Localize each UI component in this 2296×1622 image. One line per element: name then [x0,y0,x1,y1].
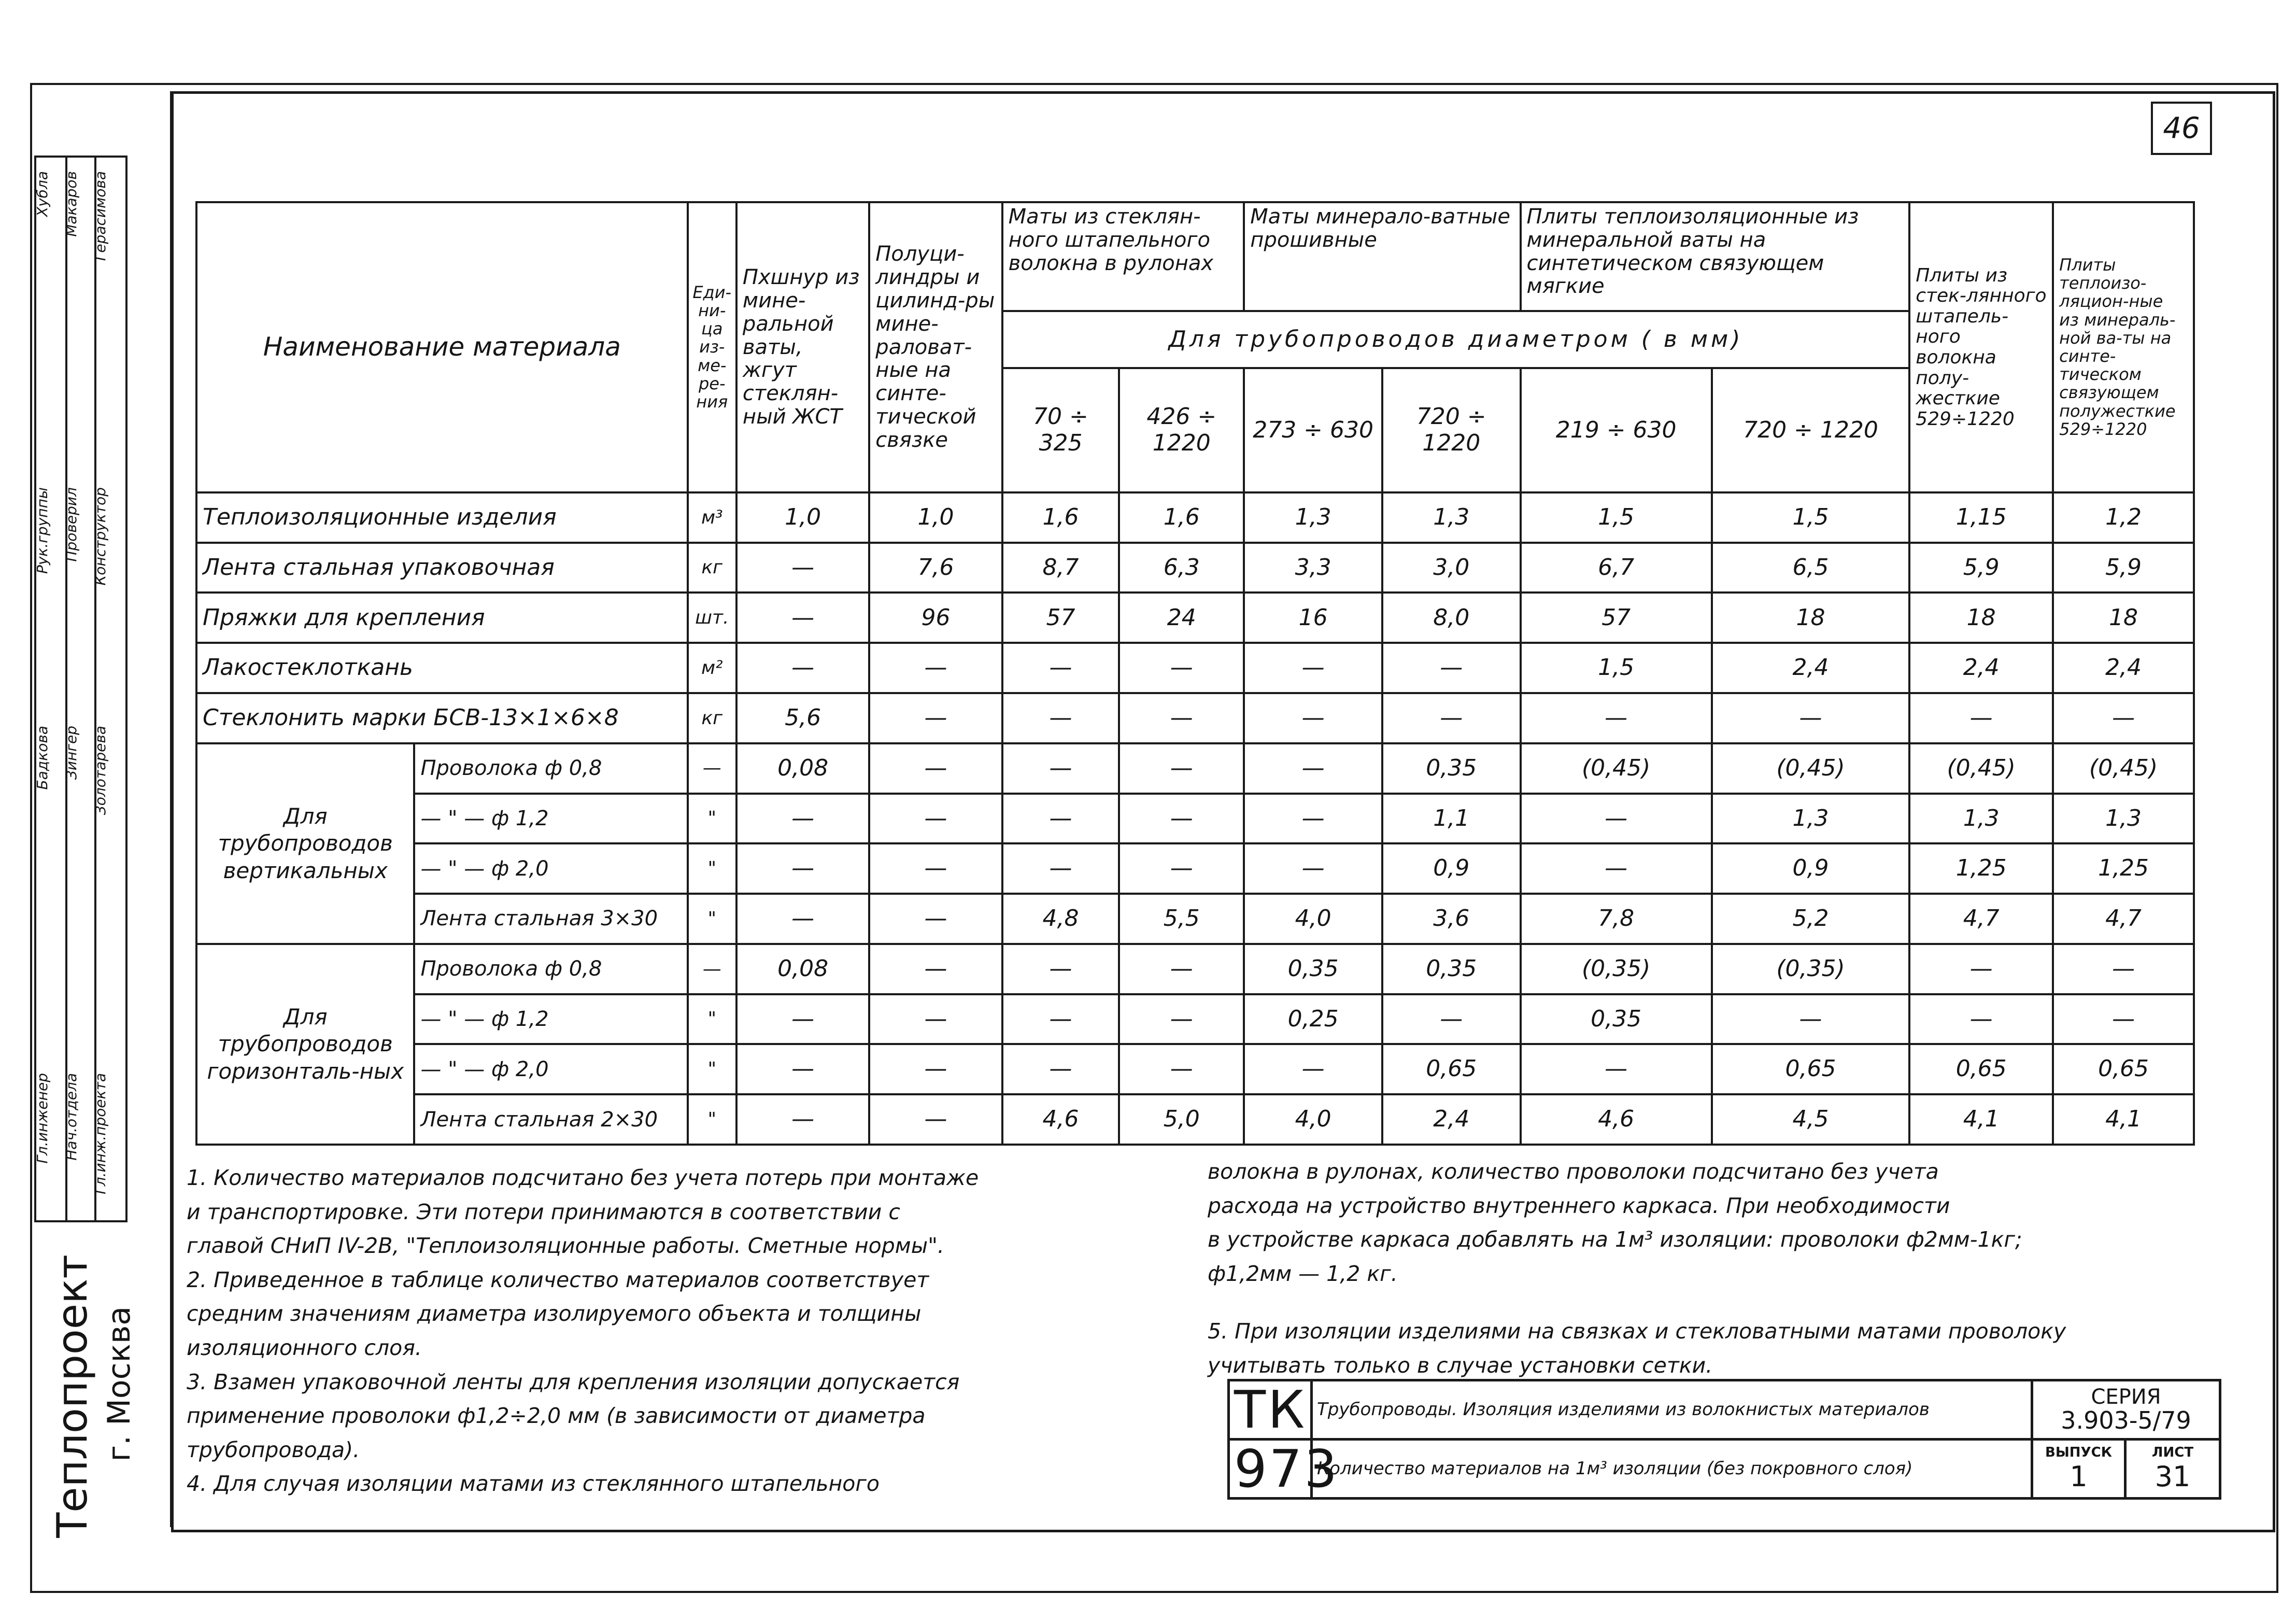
diameter-4: 720 ÷ 1220 [1382,368,1521,492]
note-line: трубопровода). [187,1437,360,1462]
cell-value: — [1002,743,1119,794]
cell-value: — [1909,944,2053,994]
page-number: 46 [2163,111,2200,145]
sidebar-role: Нач.отдела [63,1073,80,1161]
stamp-issue: 1 [2070,1460,2088,1493]
row-name: — " — ф 1,2 [414,994,687,1045]
header-heat-plates: Плиты теплоизо-ляцион-ные из минераль-ной ва-ты на синте-тическом связующем полужесткие 529÷1220 [2053,202,2194,492]
note-line: в устройстве каркаса добавлять на 1м³ изоляции: проволоки ф2мм-1кг; [1208,1227,2022,1252]
cell-value: 1,5 [1712,492,1910,543]
header-cylinders: Полуци-линдры и цилинд-ры мине-раловат-ные на синте-тической связке [869,202,1002,492]
note-line: расхода на устройство внутреннего каркаса. При необходимости [1208,1193,1950,1218]
note-line: средним значениям диаметра изолируемого объекта и толщины [187,1301,922,1327]
sidebar-role: Конструктор [92,487,109,586]
cell-value: 16 [1244,593,1382,643]
row-name: — " — ф 2,0 [414,1044,687,1094]
cell-value: — [1244,843,1382,894]
cell-value: — [869,794,1002,844]
org-name: Теплопроект [48,1254,96,1538]
table-row [196,743,2194,794]
header-unit: Еди-ни-ца из-ме-ре-ния [688,202,736,492]
cell-value: 0,35 [1382,743,1521,794]
cell-value: 2,4 [1712,643,1910,693]
cell-value: (0,35) [1712,944,1910,994]
cell-value: — [1119,843,1244,894]
row-name: Пряжки для крепления [196,593,688,643]
cell-value: — [1119,693,1244,743]
row-name: Лента стальная 3×30 [414,894,687,944]
table-row [196,994,2194,1045]
cell-value: 1,1 [1382,794,1521,844]
cell-value: 5,9 [1909,543,2053,593]
row-unit: " [688,1094,736,1145]
cell-value: — [1909,693,2053,743]
table-row [196,1044,2194,1094]
cell-value: 3,6 [1382,894,1521,944]
header-mats-glass: Маты из стеклян-ного штапельного волокна в рулонах [1002,202,1244,311]
cell-value: — [1002,944,1119,994]
cell-value: 5,9 [2053,543,2194,593]
notes-left [187,1161,1202,1501]
cell-value: — [1002,994,1119,1045]
stamp-title: Трубопроводы. Изоляция изделиями из волокнистых материалов [1312,1380,2032,1440]
row-name: Лента стальная упаковочная [196,543,688,593]
cell-value: 1,25 [1909,843,2053,894]
header-glass-plates: Плиты из стек-лянного штапель-ного волокна полу-жесткие 529÷1220 [1909,202,2053,492]
cell-value: 5,0 [1119,1094,1244,1145]
row-unit: кг [688,543,736,593]
cell-value: 0,65 [1712,1044,1910,1094]
cell-value: 6,7 [1521,543,1712,593]
table-row [196,1094,2194,1145]
cell-value: — [869,643,1002,693]
cell-value: 2,4 [1382,1094,1521,1145]
stamp-issue-label: ВЫПУСК [2045,1445,2112,1460]
cell-value: — [736,894,869,944]
row-unit: м³ [688,492,736,543]
cell-value: — [869,743,1002,794]
header-name: Наименование материала [196,202,688,492]
cell-value: — [2053,994,2194,1045]
cell-value: 0,65 [1909,1044,2053,1094]
cell-value: 7,6 [869,543,1002,593]
cell-value: 3,0 [1382,543,1521,593]
cell-value: 8,0 [1382,593,1521,643]
row-unit: м² [688,643,736,693]
cell-value: (0,45) [1712,743,1910,794]
cell-value: — [1002,843,1119,894]
cell-value: — [736,593,869,643]
materials-table [195,201,2195,1146]
row-unit: " [688,794,736,844]
row-unit: " [688,1044,736,1094]
header-diameter: Для трубопроводов диаметром ( в мм) [1002,311,1910,368]
cell-value: 4,1 [2053,1094,2194,1145]
header-cord: Пхшнур из мине-ральной ваты, жгут стеклян-ный ЖСТ [736,202,869,492]
cell-value: 57 [1521,593,1712,643]
table-row [196,944,2194,994]
cell-value: — [869,894,1002,944]
row-unit: кг [688,693,736,743]
sidebar-role: Проверил [63,487,80,562]
cell-value: 0,25 [1244,994,1382,1045]
cell-value: 0,9 [1382,843,1521,894]
row-unit: — [688,743,736,794]
cell-value: (0,45) [1521,743,1712,794]
cell-value: 0,08 [736,743,869,794]
table-row [196,794,2194,844]
cell-value: 1,3 [1244,492,1382,543]
sidebar-name: Бадкова [34,726,51,790]
cell-value: 18 [2053,593,2194,643]
cell-value: — [1119,1044,1244,1094]
note-line: 1. Количество материалов подсчитано без учета потерь при монтаже [187,1165,979,1190]
cell-value: — [1119,743,1244,794]
cell-value: — [1119,944,1244,994]
sidebar-name: Хубла [34,171,51,217]
cell-value: 1,6 [1002,492,1119,543]
cell-value: 1,2 [2053,492,2194,543]
cell-value: — [736,794,869,844]
cell-value: — [1119,643,1244,693]
cell-value: — [869,843,1002,894]
stamp-subtitle: Количество материалов на 1м³ изоляции (без покровного слоя) [1312,1440,2032,1499]
table-row [196,492,2194,543]
cell-value: — [869,994,1002,1045]
cell-value: 18 [1712,593,1910,643]
cell-value: (0,45) [2053,743,2194,794]
table-row [196,843,2194,894]
cell-value: 1,5 [1521,643,1712,693]
cell-value: — [1002,1044,1119,1094]
cell-value: — [1521,794,1712,844]
cell-value: — [1119,994,1244,1045]
cell-value: 1,0 [736,492,869,543]
cell-value: 4,0 [1244,894,1382,944]
cell-value: 3,3 [1244,543,1382,593]
cell-value: (0,45) [1909,743,2053,794]
note-line: 2. Приведенное в таблице количество материалов соответствует [187,1267,929,1292]
row-unit: — [688,944,736,994]
cell-value: — [1002,643,1119,693]
cell-value: (0,35) [1521,944,1712,994]
note-line: учитывать только в случае установки сетки. [1208,1352,1713,1378]
cell-value: 24 [1119,593,1244,643]
cell-value: — [736,543,869,593]
note-line: применение проволоки ф1,2÷2,0 мм (в зависимости от диаметра [187,1403,926,1429]
cell-value: 8,7 [1002,543,1119,593]
cell-value: 5,2 [1712,894,1910,944]
table-row [196,593,2194,643]
table-row [196,543,2194,593]
note-line: ф1,2мм — 1,2 кг. [1208,1261,1398,1286]
page-number-box [2151,102,2212,155]
cell-value: — [1244,743,1382,794]
title-stamp [1227,1379,2221,1500]
sidebar-role: Рук.группы [34,487,51,574]
cell-value: 18 [1909,593,2053,643]
sidebar-name: Герасимова [92,171,109,261]
row-name: — " — ф 1,2 [414,794,687,844]
cell-value: — [1712,693,1910,743]
diameter-5: 219 ÷ 630 [1521,368,1712,492]
note-line: 3. Взамен упаковочной ленты для крепления изоляции допускается [187,1369,960,1394]
note-line: главой СНиП IV-2В, "Теплоизоляционные работы. Сметные нормы". [187,1233,944,1259]
row-name: Стеклонить марки БСВ-13×1×6×8 [196,693,688,743]
cell-value: 0,9 [1712,843,1910,894]
cell-value: 0,35 [1521,994,1712,1045]
cell-value: — [1244,1044,1382,1094]
table-row [196,643,2194,693]
cell-value: — [869,1044,1002,1094]
row-unit: " [688,994,736,1045]
cell-value: — [1382,643,1521,693]
cell-value: — [2053,944,2194,994]
sidebar-name: Макаров [63,171,80,237]
cell-value: 4,6 [1002,1094,1119,1145]
diameter-3: 273 ÷ 630 [1244,368,1382,492]
sidebar-name: Золотарева [92,726,109,815]
cell-value: — [869,1094,1002,1145]
cell-value: — [1521,693,1712,743]
cell-value: — [869,693,1002,743]
stamp-code-top: ТК [1229,1380,1312,1440]
org-city: г. Москва [101,1306,137,1462]
note-line: волокна в рулонах, количество проволоки подсчитано без учета [1208,1159,1939,1184]
cell-value: 1,3 [2053,794,2194,844]
note-line: изоляционного слоя. [187,1335,422,1360]
stamp-sheet-label: ЛИСТ [2151,1445,2194,1460]
cell-value: — [1712,994,1910,1045]
cell-value: 1,3 [1909,794,2053,844]
cell-value: 57 [1002,593,1119,643]
row-name: Лента стальная 2×30 [414,1094,687,1145]
group-label: Для трубопроводов горизонталь-ных [196,944,414,1145]
sidebar-role: Гл.инженер [34,1073,51,1164]
cell-value: 0,35 [1382,944,1521,994]
cell-value: 1,5 [1521,492,1712,543]
cell-value: — [1119,794,1244,844]
row-unit: " [688,894,736,944]
cell-value: — [1382,693,1521,743]
diameter-6: 720 ÷ 1220 [1712,368,1910,492]
row-name: Теплоизоляционные изделия [196,492,688,543]
cell-value: 6,3 [1119,543,1244,593]
sidebar-name: Зингер [63,726,80,780]
header-mats-min: Маты минерало-ватные прошивные [1244,202,1520,311]
cell-value: 4,1 [1909,1094,2053,1145]
cell-value: — [1244,794,1382,844]
stamp-code-bottom: 973 [1229,1440,1312,1499]
cell-value: 0,65 [1382,1044,1521,1094]
diameter-1: 70 ÷ 325 [1002,368,1119,492]
cell-value: — [1382,994,1521,1045]
cell-value: 6,5 [1712,543,1910,593]
cell-value: — [736,843,869,894]
note-line: 4. Для случая изоляции матами из стеклянного штапельного [187,1471,880,1497]
row-name: — " — ф 2,0 [414,843,687,894]
stamp-sheet: 31 [2155,1460,2191,1493]
cell-value: 4,0 [1244,1094,1382,1145]
stamp-series: 3.903-5/79 [2061,1406,2191,1435]
cell-value: — [736,1044,869,1094]
row-name: Проволока ф 0,8 [414,944,687,994]
cell-value: 4,8 [1002,894,1119,944]
cell-value: 4,6 [1521,1094,1712,1145]
cell-value: 4,7 [2053,894,2194,944]
cell-value: — [1002,794,1119,844]
cell-value: 4,5 [1712,1094,1910,1145]
cell-value: 1,0 [869,492,1002,543]
cell-value: 1,15 [1909,492,2053,543]
cell-value: 0,08 [736,944,869,994]
cell-value: 7,8 [1521,894,1712,944]
cell-value: 1,3 [1382,492,1521,543]
cell-value: — [736,643,869,693]
cell-value: 0,35 [1244,944,1382,994]
row-unit: шт. [688,593,736,643]
signature-block [34,156,127,1222]
row-name: Лакостеклоткань [196,643,688,693]
cell-value: — [869,944,1002,994]
cell-value: — [736,994,869,1045]
table-row [196,693,2194,743]
notes-right [1208,1155,2213,1383]
table-row [196,894,2194,944]
header-plates: Плиты теплоизоляционные из минеральной ваты на синтетическом связующем мягкие [1521,202,1910,311]
note-line: 5. При изоляции изделиями на связках и стекловатными матами проволоку [1208,1319,2066,1344]
diameter-2: 426 ÷ 1220 [1119,368,1244,492]
sidebar-role: Гл.инж.проекта [92,1073,109,1194]
note-line: и транспортировке. Эти потери принимаются в соответствии с [187,1199,900,1224]
cell-value: — [1244,643,1382,693]
cell-value: — [2053,693,2194,743]
cell-value: 4,7 [1909,894,2053,944]
cell-value: 1,6 [1119,492,1244,543]
stamp-series-label: СЕРИЯ [2091,1385,2161,1409]
cell-value: — [1244,693,1382,743]
cell-value: 5,5 [1119,894,1244,944]
cell-value: — [1521,1044,1712,1094]
cell-value: 1,25 [2053,843,2194,894]
cell-value: 96 [869,593,1002,643]
cell-value: — [1521,843,1712,894]
cell-value: — [736,1094,869,1145]
cell-value: 0,65 [2053,1044,2194,1094]
cell-value: — [1909,994,2053,1045]
group-label: Для трубопроводов вертикальных [196,743,414,944]
cell-value: 1,3 [1712,794,1910,844]
cell-value: 2,4 [1909,643,2053,693]
row-unit: " [688,843,736,894]
row-name: Проволока ф 0,8 [414,743,687,794]
cell-value: 5,6 [736,693,869,743]
cell-value: — [1002,693,1119,743]
cell-value: 2,4 [2053,643,2194,693]
